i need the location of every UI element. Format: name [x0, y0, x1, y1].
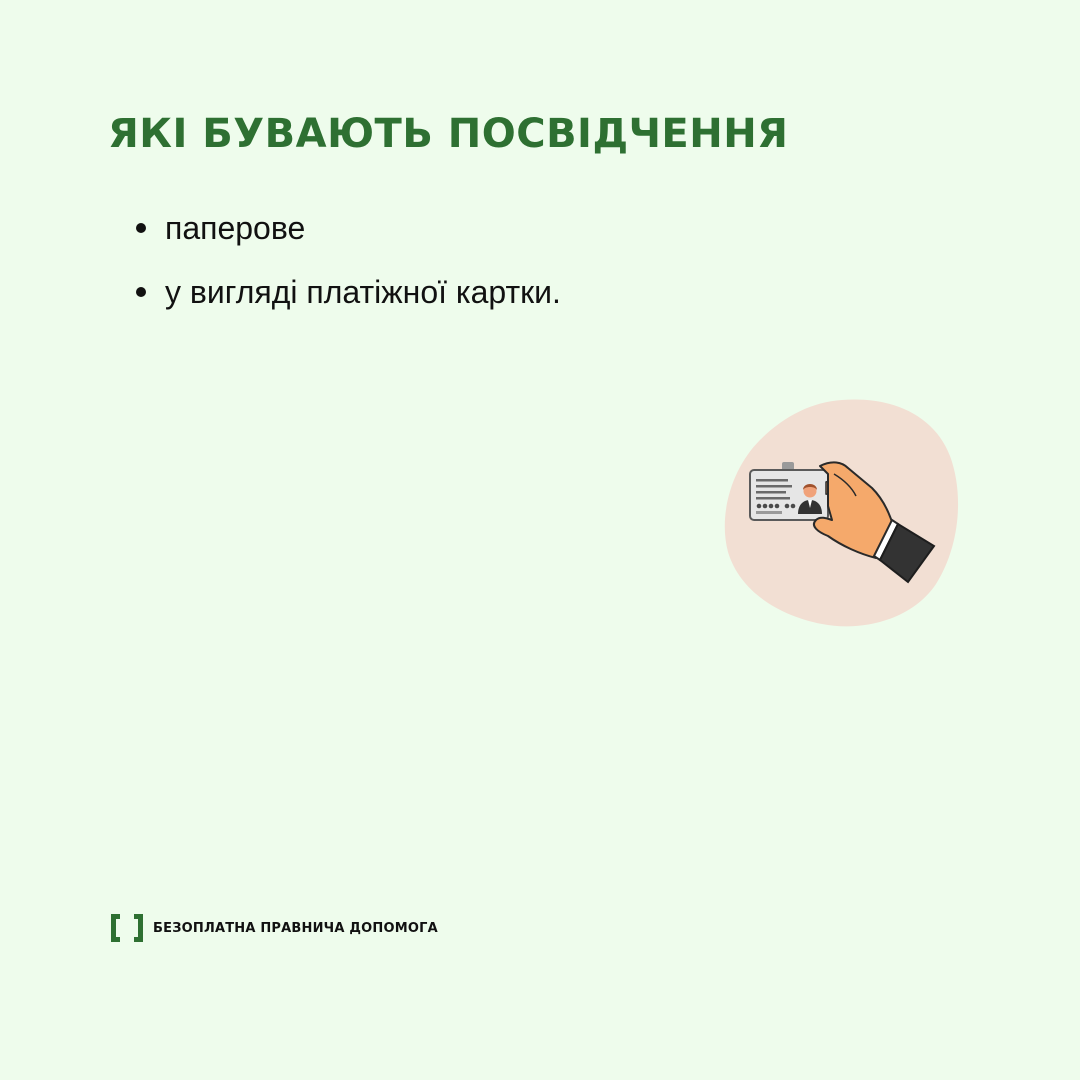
list-item-text: у вигляді платіжної картки.: [165, 274, 561, 310]
footer-logo: [109, 912, 438, 944]
bullet-icon: [136, 287, 146, 297]
list-item: [136, 204, 561, 252]
list-item-text: паперове: [165, 210, 306, 246]
bullet-list: [136, 204, 561, 332]
org-name: БЕЗОПЛАТНА ПРАВНИЧА ДОПОМОГА: [153, 920, 438, 936]
hand-holding-id-card-icon: [722, 396, 962, 632]
bracket-logo-icon: [109, 912, 145, 944]
list-item: [136, 268, 561, 316]
page-title: ЯКІ БУВАЮТЬ ПОСВІДЧЕННЯ: [108, 111, 789, 157]
bullet-icon: [136, 223, 146, 233]
